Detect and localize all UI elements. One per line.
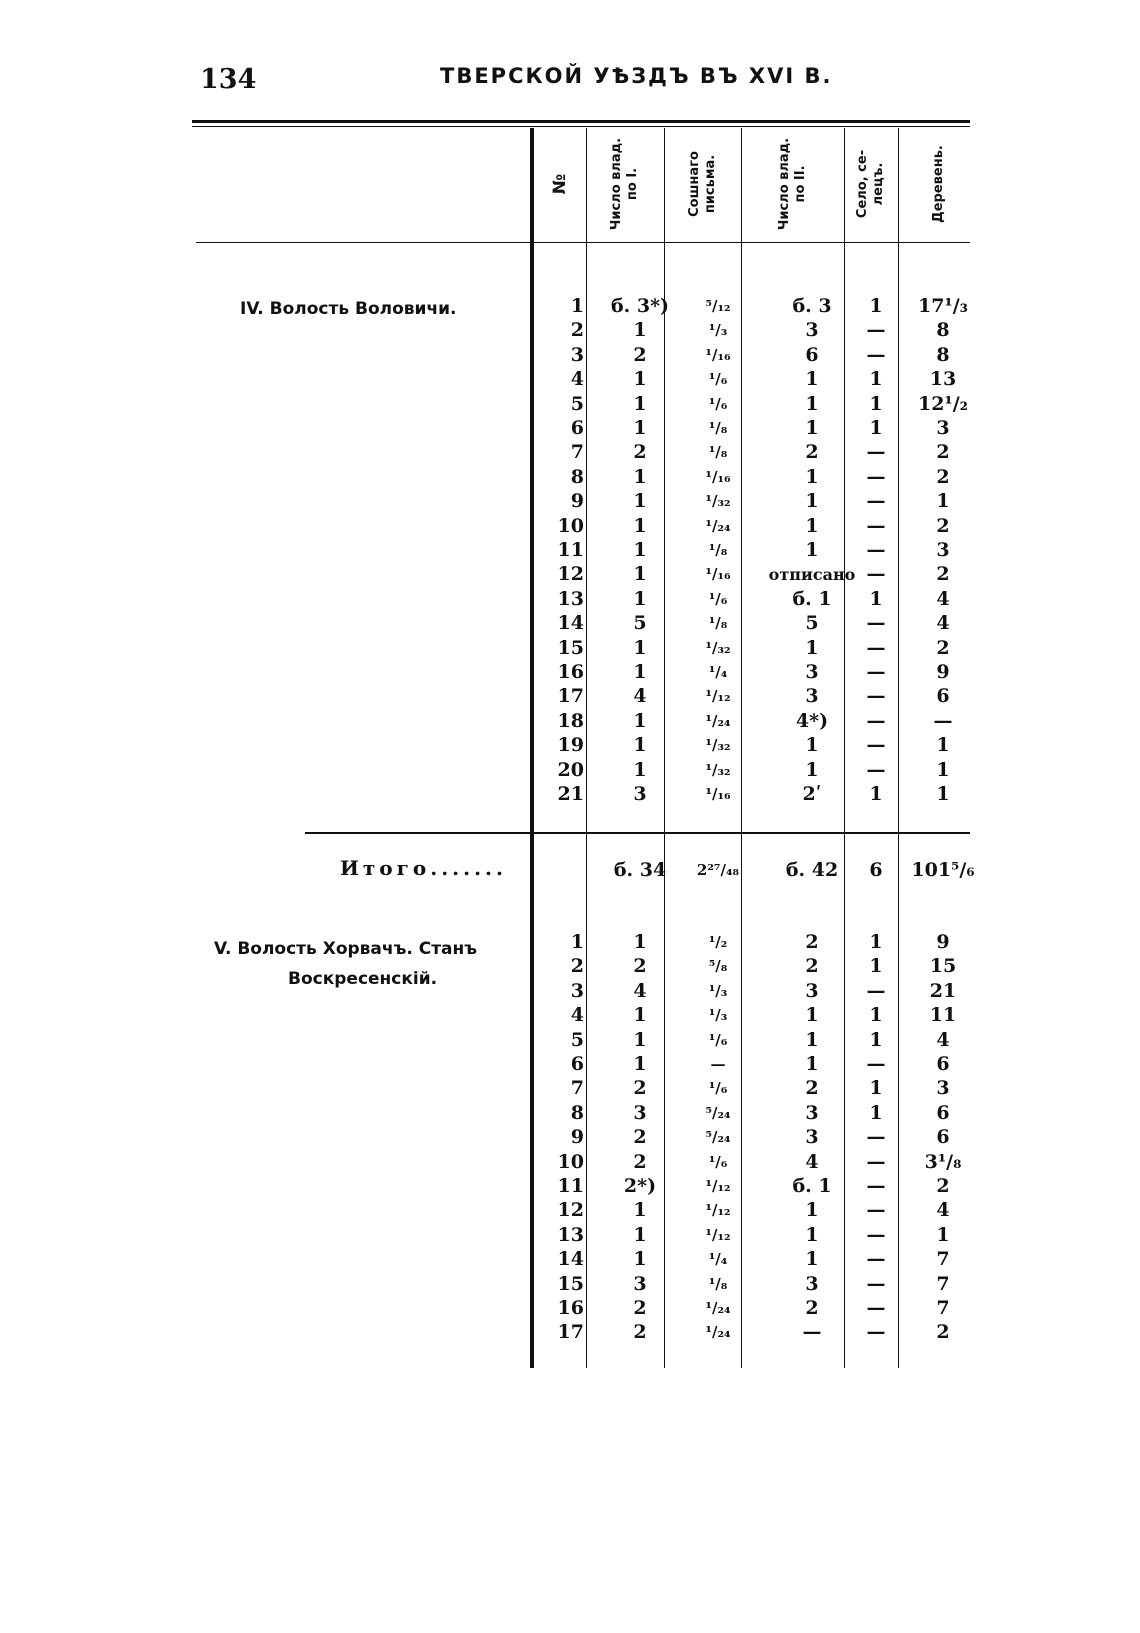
cell-owners-2: 2	[805, 1297, 819, 1319]
cell-hamlets: 7	[936, 1248, 950, 1271]
cell-villages: —	[866, 539, 886, 561]
cell-sokhi: ¹/₂₄	[705, 516, 731, 535]
cell-owners-1: 1	[633, 734, 647, 757]
cell-owners-1: 1	[633, 661, 647, 683]
cell-owners-2: 2	[805, 1077, 819, 1100]
table-row	[540, 782, 980, 807]
table-row	[540, 514, 980, 539]
cell-sokhi: ¹/₆	[708, 1079, 728, 1098]
cell-row-number: 4	[570, 368, 584, 391]
cell-owners-2: 1	[805, 514, 819, 537]
cell-row-number: 16	[557, 1297, 584, 1319]
cell-row-number: 13	[557, 587, 584, 610]
cell-villages: 1	[869, 295, 883, 317]
cell-row-number: 16	[557, 661, 584, 683]
cell-villages: —	[866, 661, 886, 683]
cell-villages: 1	[869, 1077, 883, 1100]
cell-owners-1: 3	[633, 783, 647, 805]
running-title: ТВЕРСКОЙ УѢЗДЪ ВЪ XVI В.	[440, 64, 833, 88]
cell-villages: —	[866, 612, 886, 635]
cell-villages: —	[866, 1248, 886, 1271]
cell-sokhi: ¹/₁₆	[705, 785, 731, 803]
cell-sokhi: —	[710, 1055, 726, 1073]
cell-villages: —	[866, 1223, 886, 1246]
cell-owners-1: 1	[633, 636, 647, 659]
cell-row-number: 7	[570, 441, 584, 464]
cell-owners-2: 1	[805, 1053, 819, 1075]
cell-sokhi: ¹/₆	[708, 370, 728, 389]
cell-villages: —	[866, 1297, 886, 1319]
cell-row-number: 8	[570, 465, 584, 488]
section-v-title-line-1: V. Волость Хорвачъ. Станъ	[214, 939, 478, 959]
table-row	[540, 538, 980, 563]
table-row	[540, 1296, 980, 1321]
cell-row-number: 2	[570, 319, 584, 342]
cell-owners-2: 1	[805, 465, 819, 488]
col-header-num: №	[549, 173, 570, 195]
total-sokhi: 2²⁷/₄₈	[696, 861, 740, 879]
cell-owners-1: 1	[633, 1199, 647, 1222]
cell-row-number: 19	[557, 734, 584, 757]
cell-sokhi: ⁵/₈	[708, 957, 728, 976]
cell-owners-1: 1	[633, 758, 647, 781]
cell-hamlets: 2	[936, 1175, 950, 1197]
section-v-title-line-2: Воскресенскій.	[288, 969, 438, 989]
cell-owners-2: 3	[805, 319, 819, 342]
cell-hamlets: 1	[936, 783, 950, 805]
cell-owners-2: 1	[805, 392, 819, 415]
col-header-owners-2: Число влад. по II.	[776, 137, 808, 231]
cell-sokhi: ⁵/₁₂	[705, 297, 731, 315]
cell-row-number: 20	[557, 758, 584, 781]
cell-sokhi: ¹/₃₂	[705, 760, 731, 779]
cell-owners-2: 4	[805, 1150, 819, 1173]
table-row	[540, 1247, 980, 1272]
cell-owners-2: —	[802, 1321, 822, 1344]
table-row	[540, 1028, 980, 1053]
cell-hamlets: 2	[936, 441, 950, 464]
cell-owners-2: 3	[805, 1126, 819, 1149]
cell-sokhi: ¹/₂	[708, 933, 728, 951]
cell-row-number: 3	[570, 979, 584, 1002]
cell-owners-1: 1	[633, 709, 647, 732]
cell-owners-2: б. 1	[792, 1175, 832, 1197]
cell-owners-2: 1	[805, 734, 819, 757]
total-label: Итого.......	[340, 856, 507, 880]
table-row	[540, 660, 980, 685]
cell-hamlets: 2	[936, 465, 950, 488]
cell-row-number: 6	[570, 1053, 584, 1075]
cell-sokhi: ¹/₁₂	[705, 1225, 731, 1244]
cell-owners-1: 2	[633, 1150, 647, 1173]
cell-owners-2: б. 1	[792, 587, 832, 610]
cell-sokhi: ¹/₁₆	[705, 565, 731, 584]
cell-villages: —	[866, 490, 886, 513]
cell-hamlets: 4	[936, 1028, 950, 1051]
cell-owners-1: 1	[633, 514, 647, 537]
cell-hamlets: 2	[936, 563, 950, 586]
cell-owners-1: 5	[633, 612, 647, 635]
cell-hamlets: 1	[936, 490, 950, 513]
cell-owners-2: 1	[805, 1028, 819, 1051]
header-bottom-rule	[196, 242, 970, 243]
total-row	[540, 856, 980, 884]
cell-villages: —	[866, 734, 886, 757]
cell-owners-2: 1	[805, 490, 819, 513]
cell-hamlets: 4	[936, 1199, 950, 1222]
cell-owners-1: 1	[633, 931, 647, 953]
cell-sokhi: ¹/₃	[708, 321, 728, 340]
cell-owners-2: 2ʹ	[802, 783, 822, 805]
cell-row-number: 2	[570, 955, 584, 978]
cell-owners-1: 1	[633, 490, 647, 513]
cell-row-number: 7	[570, 1077, 584, 1100]
cell-sokhi: ¹/₁₂	[705, 1201, 731, 1220]
cell-owners-1: 1	[633, 1028, 647, 1051]
cell-sokhi: ¹/₂₄	[705, 1323, 731, 1342]
cell-hamlets: 3	[936, 417, 950, 439]
cell-sokhi: ¹/₃₂	[705, 736, 731, 755]
cell-hamlets: 6	[936, 1126, 950, 1149]
table-row	[540, 1101, 980, 1126]
cell-owners-2: 3	[805, 1272, 819, 1295]
cell-hamlets: 1	[936, 758, 950, 781]
cell-owners-2: 2	[805, 931, 819, 953]
cell-owners-1: 1	[633, 319, 647, 342]
table-row	[540, 318, 980, 343]
cell-hamlets: 7	[936, 1297, 950, 1319]
cell-villages: —	[866, 319, 886, 342]
cell-villages: 1	[869, 1101, 883, 1124]
cell-owners-1: 2	[633, 1126, 647, 1149]
cell-hamlets: —	[933, 709, 953, 732]
cell-hamlets: 8	[936, 343, 950, 366]
cell-villages: —	[866, 709, 886, 732]
cell-row-number: 15	[557, 1272, 584, 1295]
cell-row-number: 12	[557, 1199, 584, 1222]
cell-villages: 1	[869, 783, 883, 805]
total-owners-1: б. 34	[613, 859, 667, 881]
cell-villages: 1	[869, 931, 883, 953]
cell-row-number: 5	[570, 392, 584, 415]
cell-owners-2: 5	[805, 612, 819, 635]
cell-hamlets: 15	[929, 955, 957, 978]
cell-sokhi: ¹/₃₂	[705, 638, 731, 657]
table-row	[540, 954, 980, 979]
table-row	[540, 1003, 980, 1028]
cell-owners-1: 1	[633, 563, 647, 586]
cell-owners-2: 3	[805, 979, 819, 1002]
cell-owners-1: 2	[633, 1077, 647, 1100]
table-row	[540, 367, 980, 392]
cell-owners-1: 4	[633, 979, 647, 1002]
cell-villages: —	[866, 979, 886, 1002]
cell-owners-2: 1	[805, 1248, 819, 1271]
table-row	[540, 1223, 980, 1248]
cell-row-number: 3	[570, 343, 584, 366]
cell-owners-1: 2*)	[623, 1175, 657, 1197]
cell-sokhi: ¹/₁₆	[705, 467, 731, 486]
cell-owners-1: 2	[633, 1321, 647, 1344]
cell-row-number: 11	[557, 1175, 584, 1197]
cell-villages: —	[866, 465, 886, 488]
table-row	[540, 733, 980, 758]
cell-row-number: 21	[557, 783, 584, 805]
cell-row-number: 11	[557, 539, 584, 561]
cell-owners-2: 2	[805, 441, 819, 464]
cell-owners-2: 1	[805, 417, 819, 439]
cell-owners-1: 1	[633, 392, 647, 415]
cell-sokhi: ¹/₆	[708, 1152, 728, 1171]
cell-row-number: 4	[570, 1004, 584, 1027]
cell-villages: —	[866, 343, 886, 366]
cell-row-number: 8	[570, 1101, 584, 1124]
cell-owners-1: 3	[633, 1272, 647, 1295]
cell-villages: —	[866, 441, 886, 464]
table-row	[540, 1272, 980, 1297]
table-row	[540, 1076, 980, 1101]
cell-villages: —	[866, 1053, 886, 1075]
table-row	[540, 1320, 980, 1345]
cell-hamlets: 3	[936, 1077, 950, 1100]
cell-row-number: 14	[557, 1248, 584, 1271]
total-owners-2: б. 42	[785, 859, 839, 881]
cell-owners-1: 4	[633, 685, 647, 708]
top-rule-thick	[192, 120, 970, 123]
cell-owners-2: 1	[805, 1199, 819, 1222]
cell-sokhi: ¹/₆	[708, 394, 728, 413]
cell-hamlets: 6	[936, 1101, 950, 1124]
cell-sokhi: ¹/₁₂	[705, 1177, 731, 1195]
table-row	[540, 343, 980, 368]
cell-hamlets: 2	[936, 1321, 950, 1344]
cell-owners-2: 3	[805, 685, 819, 708]
cell-row-number: 17	[557, 685, 584, 708]
cell-hamlets: 2	[936, 514, 950, 537]
cell-owners-1: 2	[633, 441, 647, 464]
cell-hamlets: 9	[936, 931, 950, 953]
table-row	[540, 1198, 980, 1223]
cell-hamlets: 4	[936, 587, 950, 610]
cell-owners-2: 3	[805, 661, 819, 683]
cell-villages: —	[866, 636, 886, 659]
table-row	[540, 294, 980, 319]
cell-owners-2: 3	[805, 1101, 819, 1124]
table-row	[540, 1052, 980, 1077]
cell-hamlets: 17¹/₃	[917, 295, 969, 317]
cell-sokhi: ¹/₈	[708, 1274, 728, 1293]
table-row	[540, 562, 980, 587]
cell-sokhi: ¹/₈	[708, 443, 728, 462]
cell-owners-2: 6	[805, 343, 819, 366]
cell-owners-2: 1	[805, 758, 819, 781]
cell-row-number: 18	[557, 709, 584, 732]
cell-owners-1: б. 3*)	[610, 295, 670, 317]
cell-row-number: 12	[557, 563, 584, 586]
cell-villages: —	[866, 1199, 886, 1222]
cell-sokhi: ¹/₄	[708, 1250, 728, 1269]
cell-owners-1: 1	[633, 465, 647, 488]
table-row	[540, 1125, 980, 1150]
cell-sokhi: ¹/₁₆	[705, 345, 731, 364]
table-row	[540, 489, 980, 514]
cell-row-number: 6	[570, 417, 584, 439]
cell-owners-2: 2	[805, 955, 819, 978]
cell-hamlets: 1	[936, 1223, 950, 1246]
cell-sokhi: ¹/₈	[708, 419, 728, 437]
cell-owners-1: 1	[633, 1053, 647, 1075]
table-row	[540, 416, 980, 441]
cell-owners-2: 1	[805, 368, 819, 391]
table-row	[540, 1174, 980, 1199]
cell-hamlets: 3	[936, 539, 950, 561]
cell-owners-2: 1	[805, 1004, 819, 1027]
cell-sokhi: ¹/₆	[708, 1030, 728, 1049]
col-header-owners-1: Число влад. по I.	[609, 137, 641, 231]
cell-owners-1: 1	[633, 1223, 647, 1246]
cell-owners-2: 1	[805, 636, 819, 659]
cell-row-number: 10	[557, 514, 584, 537]
cell-row-number: 10	[557, 1150, 584, 1173]
cell-sokhi: ¹/₂₄	[705, 1299, 731, 1317]
cell-owners-2: 1	[805, 1223, 819, 1246]
cell-owners-1: 1	[633, 1004, 647, 1027]
cell-villages: —	[866, 685, 886, 708]
cell-villages: —	[866, 514, 886, 537]
cell-sokhi: ¹/₈	[708, 541, 728, 559]
cell-villages: —	[866, 1272, 886, 1295]
cell-hamlets: 2	[936, 636, 950, 659]
table-row	[540, 611, 980, 636]
cell-row-number: 1	[570, 295, 584, 317]
table-row	[540, 930, 980, 955]
cell-hamlets: 21	[929, 979, 957, 1002]
cell-sokhi: ⁵/₂₄	[705, 1128, 731, 1147]
cell-villages: 1	[869, 417, 883, 439]
cell-hamlets: 1	[936, 734, 950, 757]
cell-hamlets: 7	[936, 1272, 950, 1295]
cell-row-number: 9	[570, 490, 584, 513]
cell-row-number: 14	[557, 612, 584, 635]
cell-owners-2: отписано	[768, 565, 856, 585]
cell-hamlets: 4	[936, 612, 950, 635]
cell-owners-1: 3	[633, 1101, 647, 1124]
cell-sokhi: ¹/₈	[708, 614, 728, 633]
cell-hamlets: 13	[929, 368, 957, 391]
table-row	[540, 440, 980, 465]
cell-owners-2: 4*)	[795, 709, 829, 732]
cell-villages: 1	[869, 587, 883, 610]
col-header-hamlets: Деревень.	[930, 145, 946, 223]
total-villages: 6	[869, 859, 883, 881]
cell-villages: 1	[869, 368, 883, 391]
cell-sokhi: ¹/₃	[708, 1006, 728, 1025]
cell-sokhi: ¹/₃	[708, 981, 728, 1000]
cell-hamlets: 12¹/₂	[917, 392, 969, 415]
cell-hamlets: 9	[936, 661, 950, 683]
cell-owners-1: 1	[633, 1248, 647, 1271]
cell-owners-1: 1	[633, 587, 647, 610]
table-row	[540, 979, 980, 1004]
total-hamlets: 101⁵/₆	[911, 859, 975, 881]
cell-row-number: 1	[570, 931, 584, 953]
table-row	[540, 1150, 980, 1175]
cell-villages: —	[866, 1321, 886, 1344]
cell-villages: 1	[869, 1004, 883, 1027]
table-row	[540, 392, 980, 417]
cell-row-number: 15	[557, 636, 584, 659]
cell-sokhi: ¹/₄	[708, 663, 728, 681]
table-row	[540, 684, 980, 709]
table-row	[540, 758, 980, 783]
cell-sokhi: ¹/₃₂	[705, 492, 731, 511]
cell-hamlets: 3¹/₈	[924, 1150, 962, 1173]
cell-sokhi: ⁵/₂₄	[705, 1103, 731, 1122]
cell-hamlets: 8	[936, 319, 950, 342]
cell-villages: —	[866, 1126, 886, 1149]
cell-row-number: 17	[557, 1321, 584, 1344]
cell-owners-1: 2	[633, 955, 647, 978]
cell-villages: —	[866, 758, 886, 781]
section-iv-title: IV. Волость Воловичи.	[240, 299, 457, 319]
cell-villages: —	[866, 1150, 886, 1173]
col-header-sokhi: Сошнаго письма.	[686, 151, 718, 217]
cell-hamlets: 11	[929, 1004, 957, 1027]
cell-owners-1: 1	[633, 417, 647, 439]
col-header-villages: Село, се- лецъ.	[855, 149, 887, 219]
total-top-rule	[305, 832, 970, 834]
cell-owners-1: 1	[633, 539, 647, 561]
cell-villages: 1	[869, 955, 883, 978]
cell-hamlets: 6	[936, 685, 950, 708]
cell-villages: —	[866, 1175, 886, 1197]
cell-row-number: 13	[557, 1223, 584, 1246]
table-row	[540, 465, 980, 490]
cell-owners-2: б. 3	[792, 295, 832, 317]
table-row	[540, 636, 980, 661]
cell-owners-1: 2	[633, 343, 647, 366]
cell-villages: 1	[869, 1028, 883, 1051]
cell-sokhi: ¹/₆	[708, 589, 728, 608]
table-row	[540, 587, 980, 612]
page-number: 134	[200, 64, 257, 95]
cell-row-number: 9	[570, 1126, 584, 1149]
cell-sokhi: ¹/₂₄	[705, 711, 731, 730]
col-line-left-thick	[530, 128, 534, 1368]
cell-sokhi: ¹/₁₂	[705, 687, 731, 706]
cell-owners-1: 1	[633, 368, 647, 391]
cell-villages: 1	[869, 392, 883, 415]
cell-hamlets: 6	[936, 1053, 950, 1075]
cell-owners-1: 2	[633, 1297, 647, 1319]
cell-villages: —	[866, 563, 886, 586]
table-row	[540, 709, 980, 734]
cell-row-number: 5	[570, 1028, 584, 1051]
cell-owners-2: 1	[805, 539, 819, 561]
